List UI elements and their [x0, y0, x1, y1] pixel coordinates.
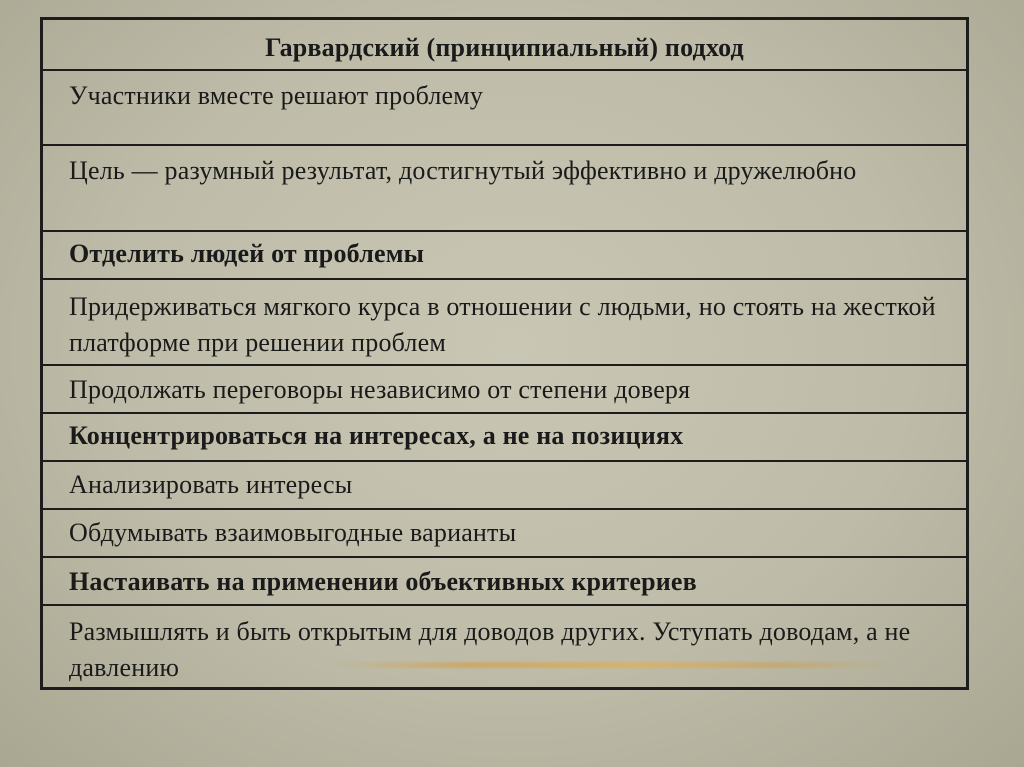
approach-table [40, 17, 969, 690]
table-row-principle [43, 414, 966, 462]
row-text: Обдумывать взаимовыгодные варианты [69, 518, 517, 547]
row-text: Участники вместе решают проблему [69, 81, 484, 110]
table-row-principle [43, 558, 966, 606]
row-text: Размышлять и быть открытым для доводов других. Уступать доводам, а не давлению [69, 617, 911, 682]
row-text: Продолжать переговоры независимо от степени доверя [69, 375, 691, 404]
row-text: Цель — разумный результат, достигнутый эффективно и дружелюбно [69, 156, 857, 185]
table-row [43, 146, 966, 232]
row-text: Отделить людей от проблемы [69, 239, 425, 268]
table-row [43, 606, 966, 687]
table-row [43, 462, 966, 510]
row-text: Концентрироваться на интересах, а не на позициях [69, 421, 684, 450]
table-row [43, 366, 966, 414]
table-header-text: Гарвардский (принципиальный) подход [265, 33, 744, 62]
table-row [43, 71, 966, 146]
row-text: Придерживаться мягкого курса в отношении с людьми, но стоять на жесткой платформе при решении проблем [69, 292, 936, 357]
row-text: Настаивать на применении объективных критериев [69, 567, 697, 596]
table-header [43, 20, 966, 71]
row-text: Анализировать интересы [69, 470, 353, 499]
table-row-principle [43, 232, 966, 280]
table-row [43, 280, 966, 366]
table-row [43, 510, 966, 558]
